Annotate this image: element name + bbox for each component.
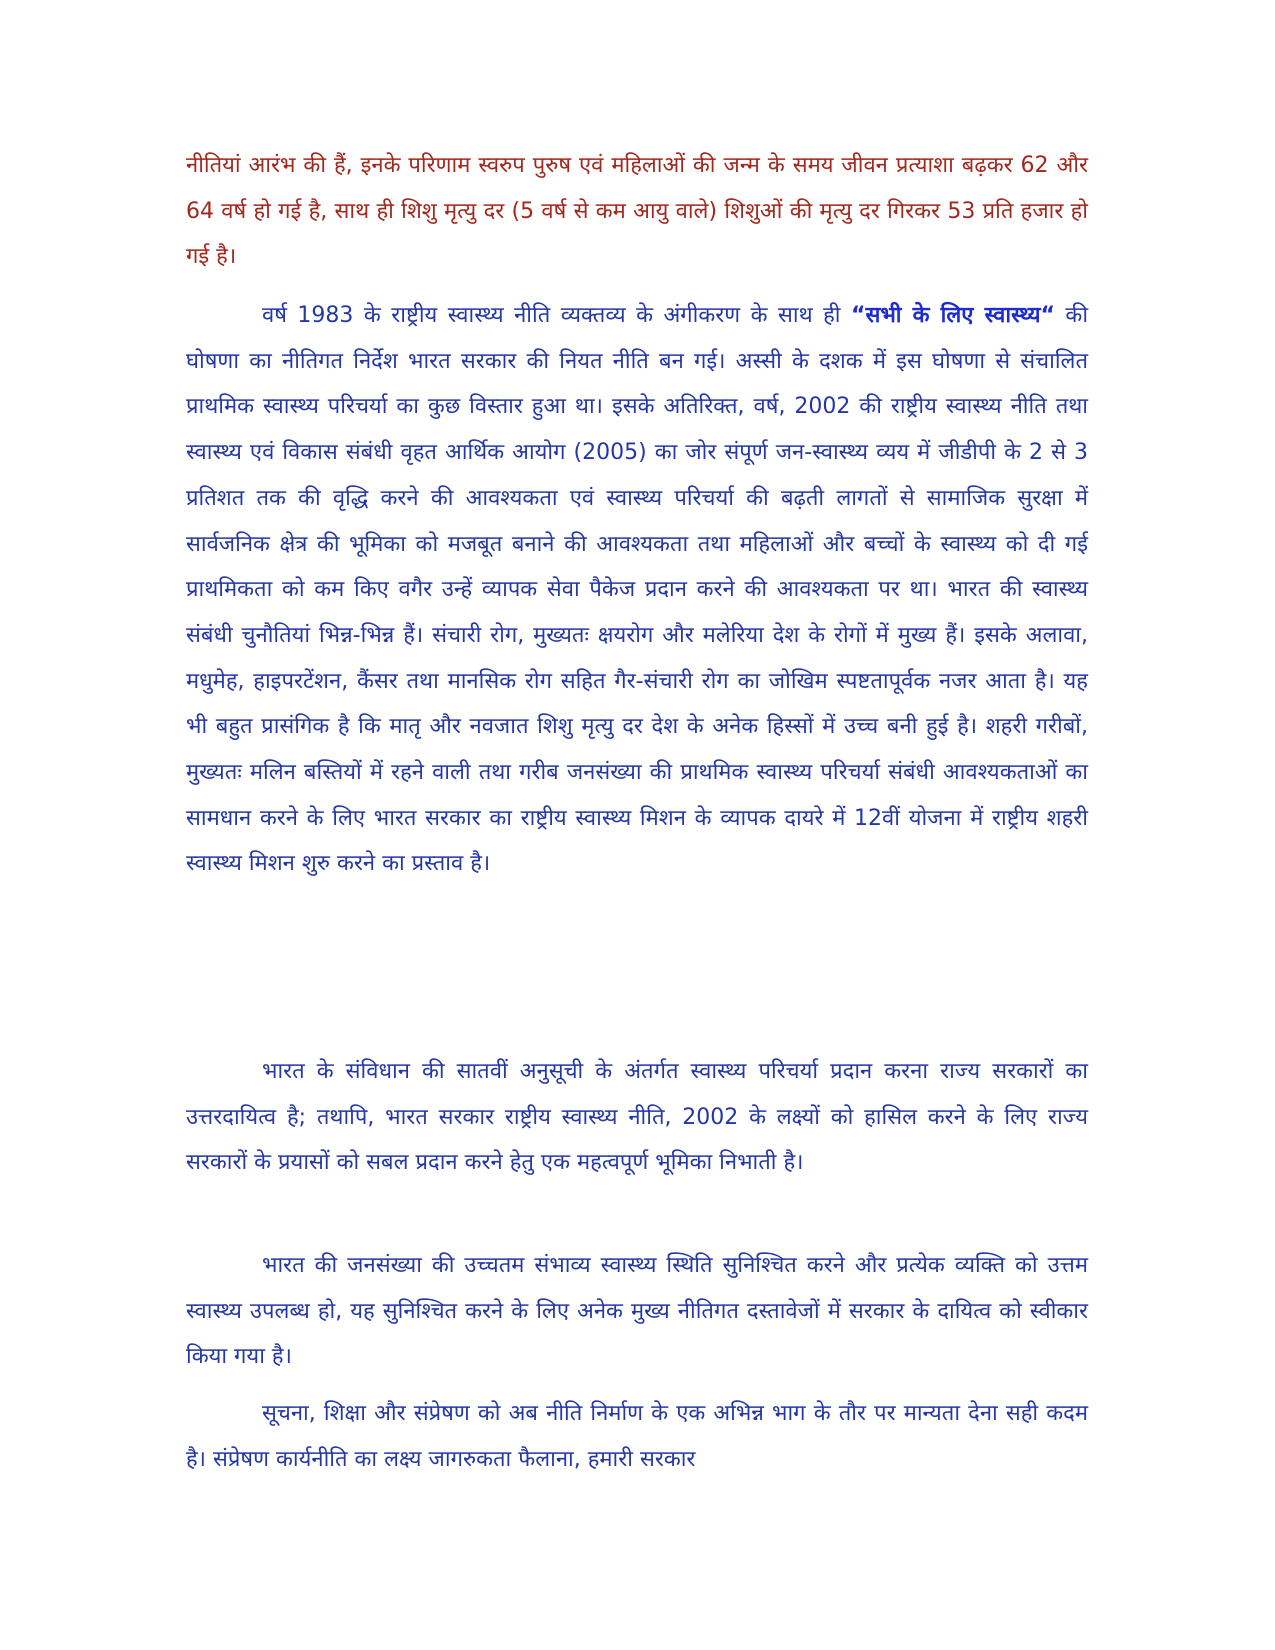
paragraph-communication-strategy: सूचना, शिक्षा और संप्रेषण को अब नीति निर्माण के एक अभिन्न भाग के तौर पर मान्यता देना सही कदम है। संप्रेषण कार्यनीति का लक्ष्य जागरुकता फैलाना, हमारी सरकार	[186, 1401, 1088, 1472]
paragraph-text-start: वर्ष 1983 के राष्ट्रीय स्वास्थ्य नीति व्यक्तव्य के अंगीकरण के साथ ही	[262, 303, 851, 328]
paragraph-text-rest: की घोषणा का नीतिगत निर्देश भारत सरकार की नियत नीति बन गई। अस्सी के दशक में इस घोषणा से संचालित प्राथमिक स्वास्थ्य परिचर्या का कुछ विस्तार हुआ था। इसके अतिरिक्त, वर्ष, 2002 की राष्ट्रीय स्वास्थ्य नीति तथा स्वास्थ्य एवं विकास संबंधी वृहत आर्थिक आयोग (2005) का जोर संपूर्ण जन-स्वास्थ्य व्यय में जीडीपी के 2 से 3 प्रतिशत तक की वृद्धि करने की आवश्यकता एवं स्वास्थ्य परिचर्या की बढ़ती लागतों से सामाजिक सुरक्षा में सार्वजनिक क्षेत्र की भूमिका को मजबूत बनाने की आवश्यकता तथा महिलाओं और बच्चों के स्वास्थ्य को दी गई प्राथमिकता को कम किए वगैर उन्हें व्यापक सेवा पैकेज प्रदान करने की आवश्यकता पर था। भारत की स्वास्थ्य संबंधी चुनौतियां भिन्न-भिन्न हैं। संचारी रोग, मुख्यतः क्षयरोग और मलेरिया देश के रोगों में मुख्य हैं। इसके अलावा, मधुमेह, हाइपरटेंशन, कैंसर तथा मानसिक रोग सहित गैर-संचारी रोग का जोखिम स्पष्टतापूर्वक नजर आता है। यह भी बहुत प्रासंगिक है कि मातृ और नवजात शिशु मृत्यु दर देश के अनेक हिस्सों में उच्च बनी हुई है। शहरी गरीबों, मुख्यतः मलिन बस्तियों में रहने वाली तथा गरीब जनसंख्या की प्राथमिक स्वास्थ्य परिचर्या संबंधी आवश्यकताओं का सामधान करने के लिए भारत सरकार का राष्ट्रीय स्वास्थ्य मिशन के व्यापक दायरे में 12वीं योजना में राष्ट्रीय शहरी स्वास्थ्य मिशन शुरु करने का प्रस्ताव है।	[186, 303, 1089, 877]
paragraph-constitution: भारत के संविधान की सातवीं अनुसूची के अंतर्गत स्वास्थ्य परिचर्या प्रदान करना राज्य सरकारों का उत्तरदायित्व है; तथापि, भारत सरकार राष्ट्रीय स्वास्थ्य नीति, 2002 के लक्ष्यों को हासिल करने के लिए राज्य सरकारों के प्रयासों को सबल प्रदान करने हेतु एक महत्वपूर्ण भूमिका निभाती है।	[186, 1059, 1088, 1176]
health-for-all-highlight: “सभी के लिए स्वास्थ्य“	[851, 303, 1055, 328]
paragraph-health-for-all	[186, 293, 1088, 887]
paragraph-life-expectancy: नीतियां आरंभ की हैं, इनके परिणाम स्वरुप पुरुष एवं महिलाओं की जन्म के समय जीवन प्रत्याशा बढ़कर 62 और 64 वर्ष हो गई है, साथ ही शिशु मृत्यु दर (5 वर्ष से कम आयु वाले) शिशुओं की मृत्यु दर गिरकर 53 प्रति हजार हो गई है।	[186, 153, 1088, 270]
paragraph-policy-documents: भारत की जनसंख्या की उच्चतम संभाव्य स्वास्थ्य स्थिति सुनिश्चित करने और प्रत्येक व्यक्ति को उत्तम स्वास्थ्य उपलब्ध हो, यह सुनिश्चित करने के लिए अनेक मुख्य नीतिगत दस्तावेजों में सरकार के दायित्व को स्वीकार किया गया है।	[186, 1253, 1088, 1370]
